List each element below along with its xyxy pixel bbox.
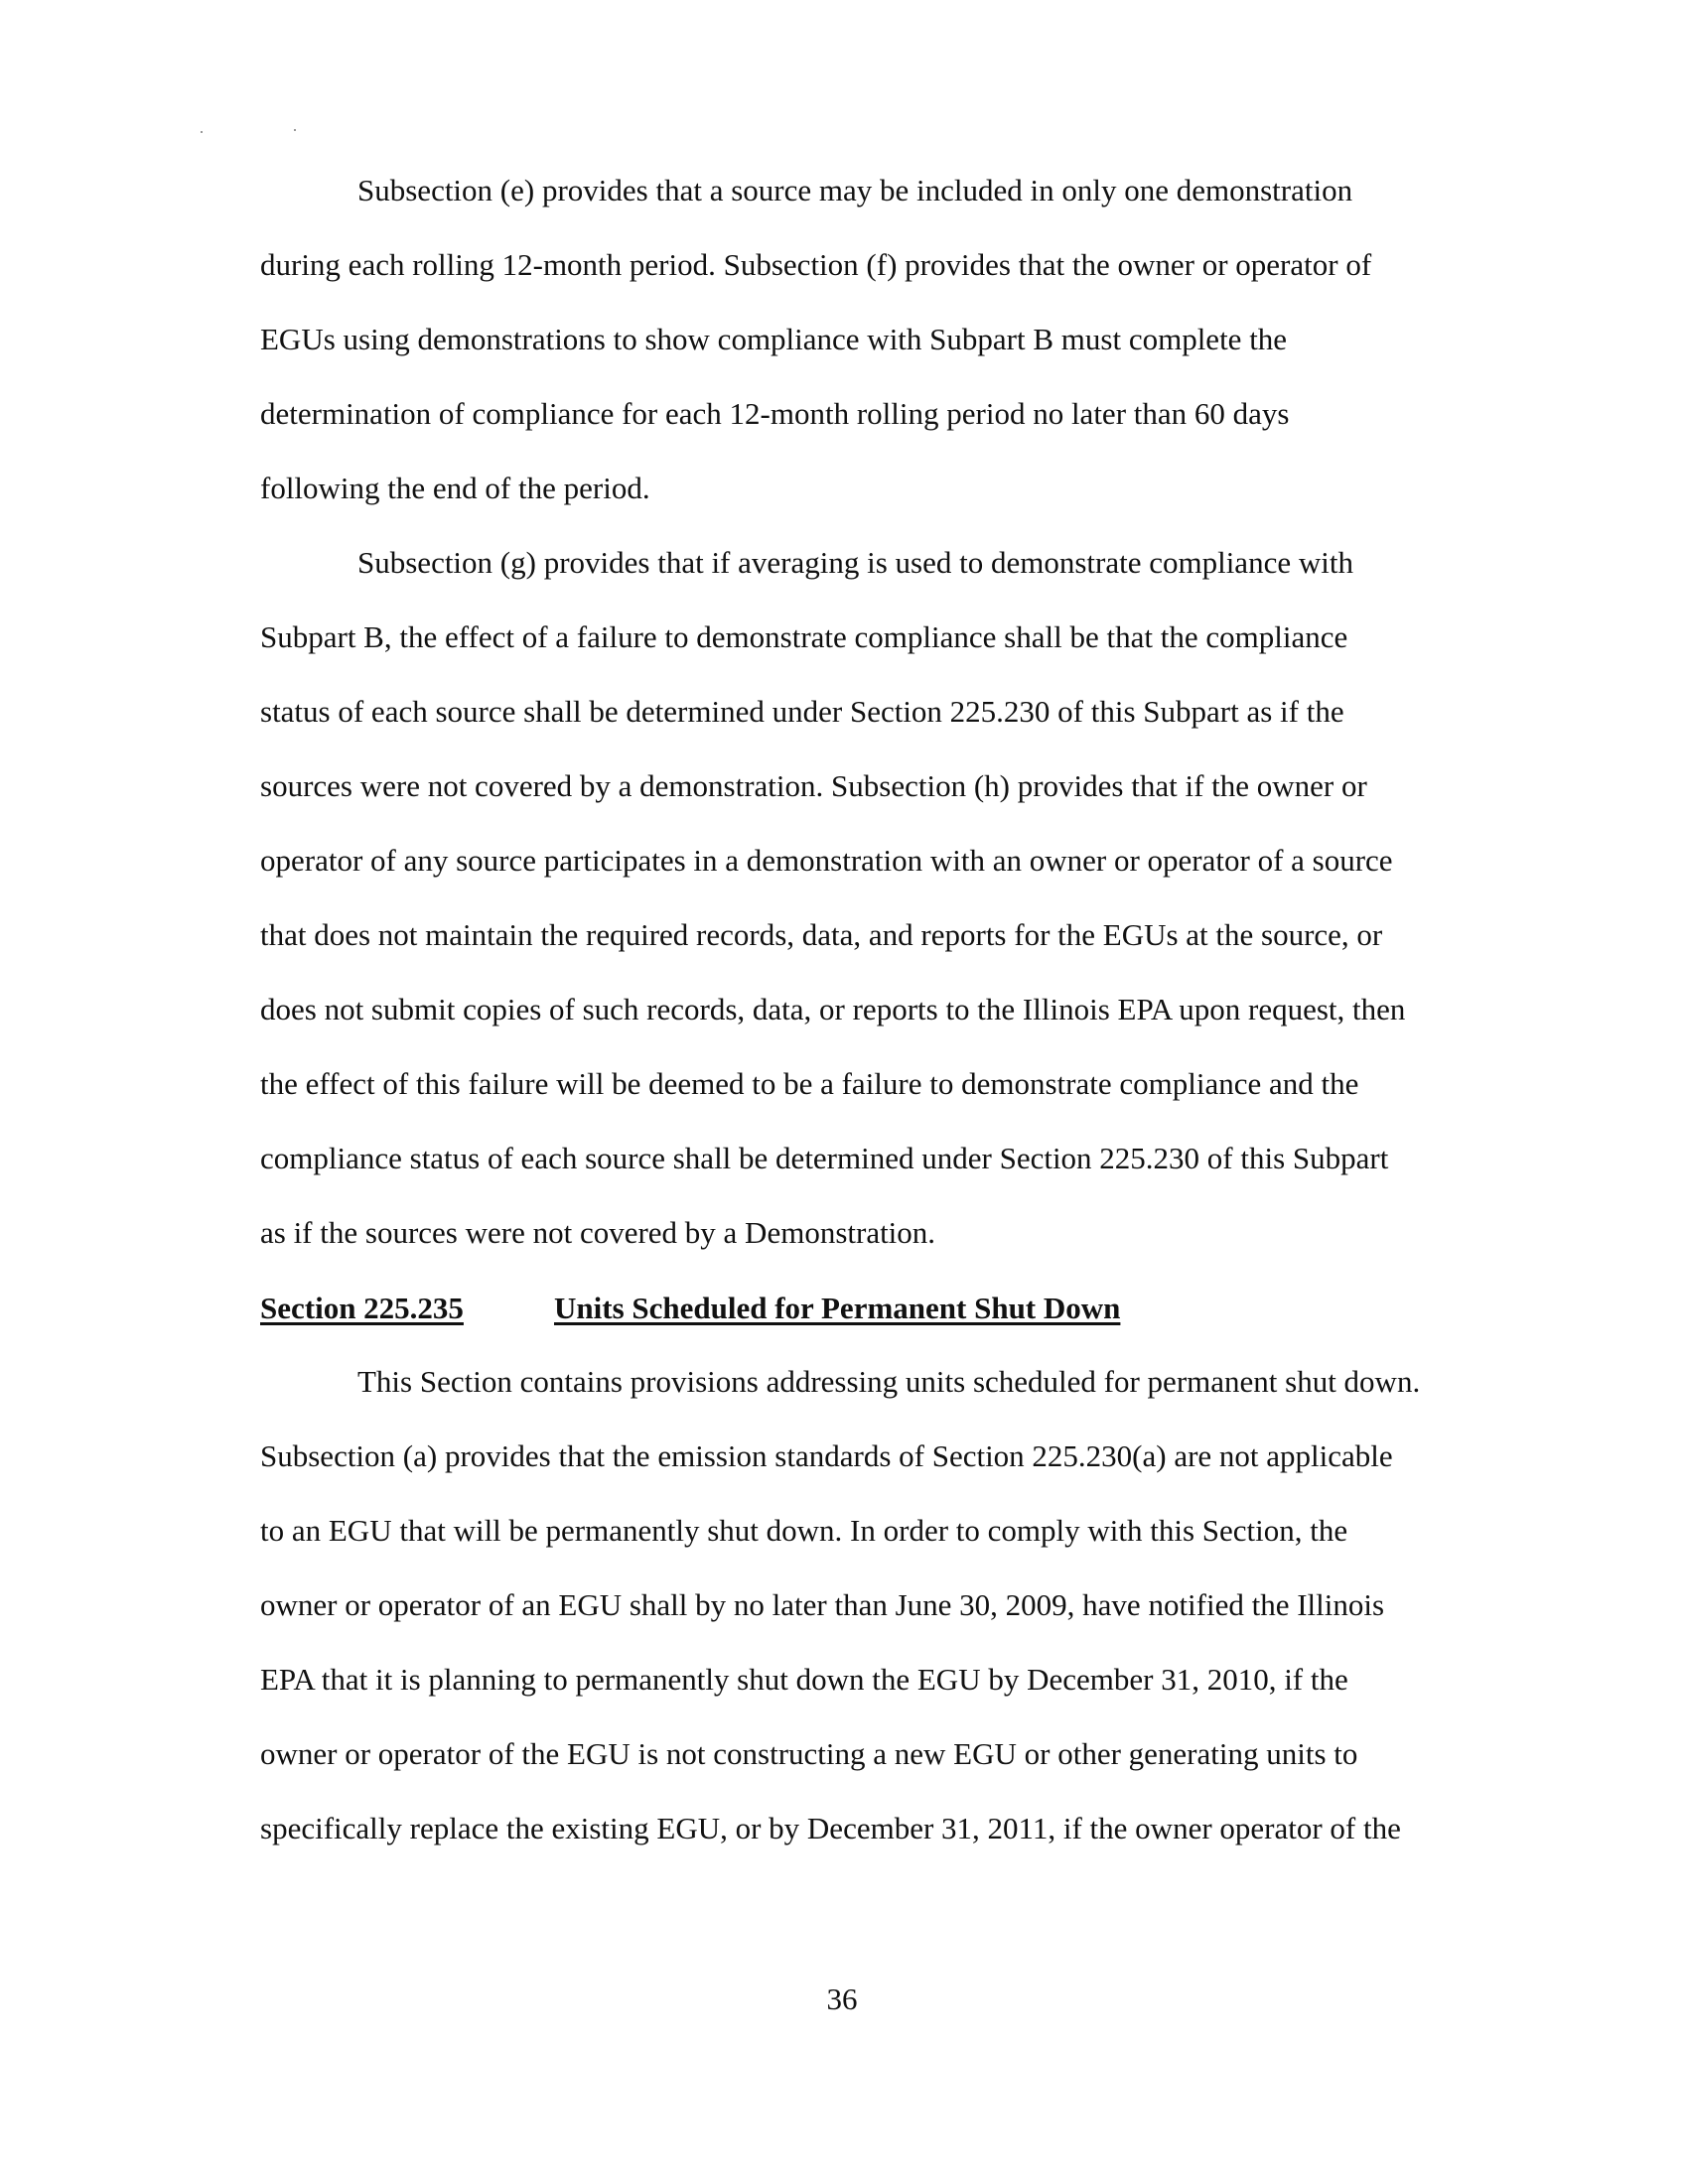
paragraph-line: as if the sources were not covered by a Demonstration. [260,1215,936,1250]
paragraph-line: following the end of the period. [260,471,650,505]
paragraph-line: operator of any source participates in a demonstration with an owner or operator of a source [260,843,1393,878]
paragraph-line: owner or operator of an EGU shall by no later than June 30, 2009, have notified the Illinois [260,1587,1385,1622]
paragraph-line: during each rolling 12-month period. Subsection (f) provides that the owner or operator of [260,247,1372,282]
paragraph-line: that does not maintain the required records, data, and reports for the EGUs at the source, or [260,917,1383,952]
section-number: Section 225.235 [260,1291,464,1325]
paragraph-line: EGUs using demonstrations to show compliance with Subpart B must complete the [260,322,1288,356]
paragraph-line: Subsection (a) provides that the emission standards of Section 225.230(a) are not applicable [260,1438,1393,1473]
paragraph-line: status of each source shall be determined under Section 225.230 of this Subpart as if the [260,694,1344,729]
section-title: Units Scheduled for Permanent Shut Down [554,1291,1121,1325]
paragraph-line: sources were not covered by a demonstration. Subsection (h) provides that if the owner or [260,768,1367,803]
paragraph-line: EPA that it is planning to permanently shut down the EGU by December 31, 2010, if the [260,1662,1348,1697]
paragraph-line: the effect of this failure will be deemed to be a failure to demonstrate compliance and the [260,1066,1359,1101]
paragraph-line: specifically replace the existing EGU, or by December 31, 2011, if the owner operator of the [260,1811,1401,1845]
paragraph-line: does not submit copies of such records, data, or reports to the Illinois EPA upon request, then [260,992,1406,1026]
paragraph-line: compliance status of each source shall be determined under Section 225.230 of this Subpart [260,1141,1389,1175]
paragraph-line: Subsection (e) provides that a source may be included in only one demonstration [357,173,1353,207]
paragraph-line: This Section contains provisions addressing units scheduled for permanent shut down. [357,1364,1421,1399]
paragraph-line: Subpart B, the effect of a failure to demonstrate compliance shall be that the compliance [260,619,1348,654]
scan-speck [201,131,203,133]
page-number: 36 [826,1981,858,2016]
paragraph-line: Subsection (g) provides that if averaging is used to demonstrate compliance with [357,545,1353,580]
paragraph-line: to an EGU that will be permanently shut down. In order to comply with this Section, the [260,1513,1348,1548]
scan-speck [294,129,296,131]
paragraph-line: owner or operator of the EGU is not constructing a new EGU or other generating units to [260,1736,1358,1771]
paragraph-line: determination of compliance for each 12-month rolling period no later than 60 days [260,396,1290,431]
